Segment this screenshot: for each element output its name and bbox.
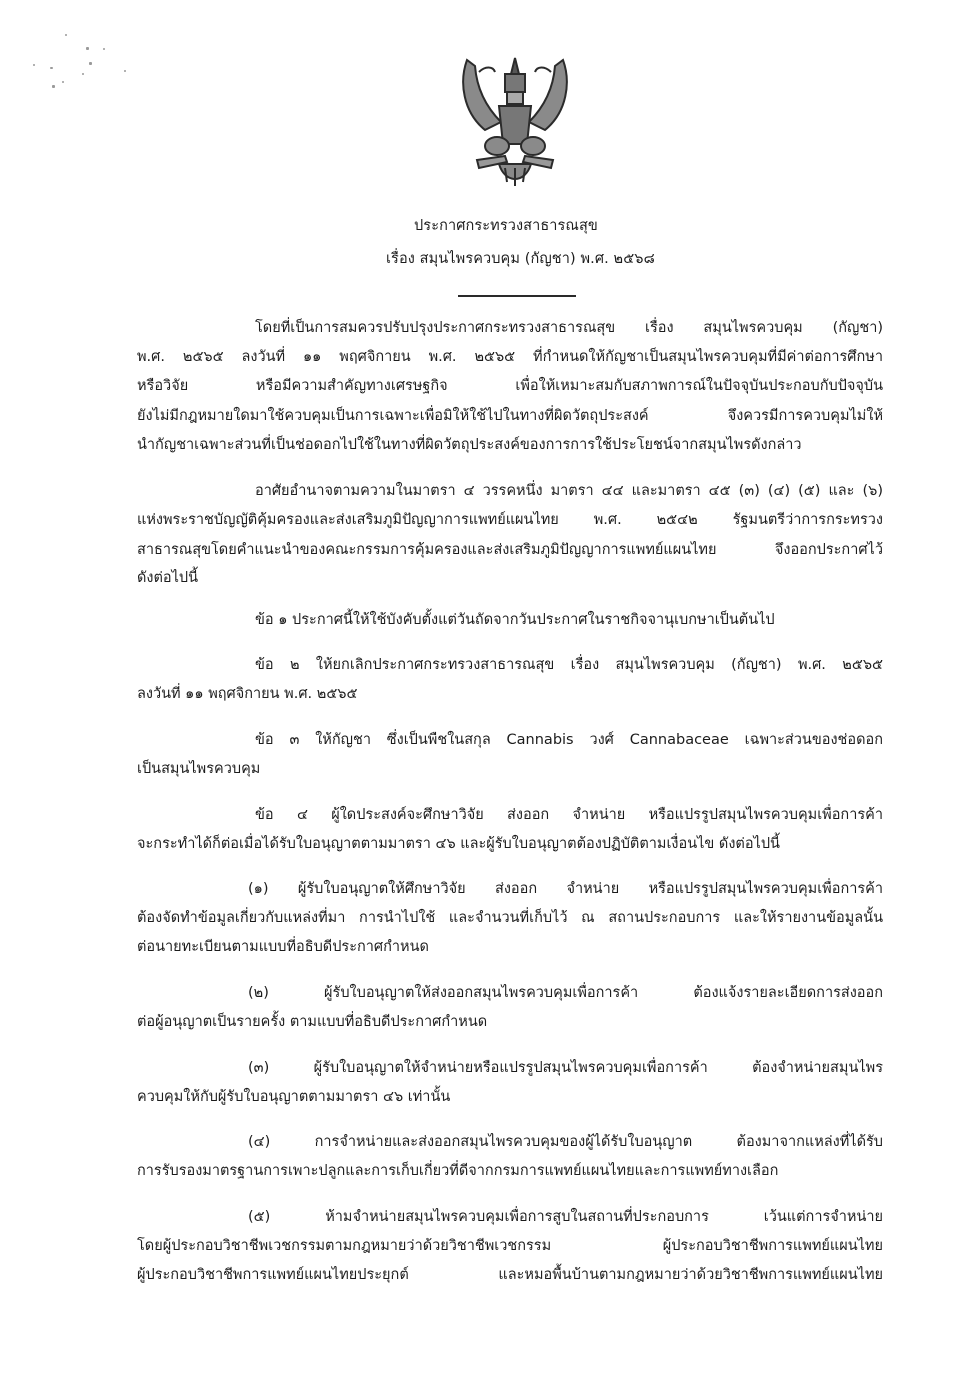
speck xyxy=(50,67,53,69)
text-line: จะกระทำได้ก็ต่อเมื่อได้รับใบอนุญาตตามมาตรา ๔๖ และผู้รับใบอนุญาตต้องปฏิบัติตามเงื่อนไข ดังต่อไปนี้ xyxy=(137,836,780,852)
speck xyxy=(65,34,67,36)
scan-noise xyxy=(0,20,140,100)
text-line: (๕) ห้ามจำหน่ายสมุนไพรควบคุมเพื่อการสูบในสถานที่ประกอบการ เว้นแต่การจำหน่าย xyxy=(248,1209,883,1225)
text-line: ต่อนายทะเบียนตามแบบที่อธิบดีประกาศกำหนด xyxy=(137,939,429,955)
text-line: อาศัยอำนาจตามความในมาตรา ๔ วรรคหนึ่ง มาตรา ๔๔ และมาตรา ๔๕ (๓) (๔) (๕) และ (๖) xyxy=(255,483,883,499)
text-line: สาธารณสุขโดยคำแนะนำของคณะกรรมการคุ้มครองและส่งเสริมภูมิปัญญาการแพทย์แผนไทย จึงออกประกาศไว้ xyxy=(137,542,883,558)
text-line: ข้อ ๑ ประกาศนี้ให้ใช้บังคับตั้งแต่วันถัดจากวันประกาศในราชกิจจานุเบกษาเป็นต้นไป xyxy=(255,612,775,628)
speck xyxy=(124,70,126,72)
text-line: ผู้ประกอบวิชาชีพการแพทย์แผนไทยประยุกต์ และหมอพื้นบ้านตามกฎหมายว่าด้วยวิชาชีพการแพทย์แผนไทย xyxy=(137,1267,883,1283)
text-line: นำกัญชาเฉพาะส่วนที่เป็นช่อดอกไปใช้ในทางที่ผิดวัตถุประสงค์ของการการใช้ประโยชน์จากสมุนไพรดังกล่าว xyxy=(137,437,802,453)
text-line: แห่งพระราชบัญญัติคุ้มครองและส่งเสริมภูมิปัญญาการแพทย์แผนไทย พ.ศ. ๒๕๔๒ รัฐมนตรีว่าการกระทรวง xyxy=(137,512,883,528)
document-subject: เรื่อง สมุนไพรควบคุม (กัญชา) พ.ศ. ๒๕๖๘ xyxy=(386,251,655,267)
text-line: หรือวิจัย หรือมีความสำคัญทางเศรษฐกิจ เพื่อให้เหมาะสมกับสภาพการณ์ในปัจจุบันประกอบกับปัจจุบัน xyxy=(137,378,883,394)
text-line: ลงวันที่ ๑๑ พฤศจิกายน พ.ศ. ๒๕๖๕ xyxy=(137,686,358,702)
text-line: ข้อ ๔ ผู้ใดประสงค์จะศึกษาวิจัย ส่งออก จำหน่าย หรือแปรรูปสมุนไพรควบคุมเพื่อการค้า xyxy=(255,807,883,823)
text-line: โดยที่เป็นการสมควรปรับปรุงประกาศกระทรวงสาธารณสุข เรื่อง สมุนไพรควบคุม (กัญชา) xyxy=(255,320,883,336)
text-line: ต้องจัดทำข้อมูลเกี่ยวกับแหล่งที่มา การนำไปใช้ และจำนวนที่เก็บไว้ ณ สถานประกอบการ และให้รายงานข้อมูลนั้น xyxy=(137,910,883,926)
garuda-emblem-icon xyxy=(455,52,575,192)
speck xyxy=(86,47,89,50)
text-line: (๔) การจำหน่ายและส่งออกสมุนไพรควบคุมของผู้ได้รับใบอนุญาต ต้องมาจากแหล่งที่ได้รับ xyxy=(248,1134,883,1150)
text-line: (๒) ผู้รับใบอนุญาตให้ส่งออกสมุนไพรควบคุมเพื่อการค้า ต้องแจ้งรายละเอียดการส่งออก xyxy=(248,985,883,1001)
speck xyxy=(89,62,92,65)
text-line: ยังไม่มีกฎหมายใดมาใช้ควบคุมเป็นการเฉพาะเพื่อมิให้ใช้ไปในทางที่ผิดวัตถุประสงค์ จึงควรมีการควบคุมไม่ให้ xyxy=(137,408,883,424)
text-line: ควบคุมให้กับผู้รับใบอนุญาตตามมาตรา ๔๖ เท่านั้น xyxy=(137,1089,451,1105)
text-line: (๓) ผู้รับใบอนุญาตให้จำหน่ายหรือแปรรูปสมุนไพรควบคุมเพื่อการค้า ต้องจำหน่ายสมุนไพร xyxy=(248,1060,883,1076)
text-line: (๑) ผู้รับใบอนุญาตให้ศึกษาวิจัย ส่งออก จำหน่าย หรือแปรรูปสมุนไพรควบคุมเพื่อการค้า xyxy=(248,881,883,897)
text-line: การรับรองมาตรฐานการเพาะปลูกและการเก็บเกี่ยวที่ดีจากกรมการแพทย์แผนไทยและการแพทย์ทางเลือก xyxy=(137,1163,779,1179)
text-line: ข้อ ๓ ให้กัญชา ซึ่งเป็นพืชในสกุล Cannabis วงศ์ Cannabaceae เฉพาะส่วนของช่อดอก xyxy=(255,732,883,748)
document-title: ประกาศกระทรวงสาธารณสุข xyxy=(414,218,598,234)
text-line: ต่อผู้อนุญาตเป็นรายครั้ง ตามแบบที่อธิบดีประกาศกำหนด xyxy=(137,1014,488,1030)
speck xyxy=(62,81,64,83)
text-line: พ.ศ. ๒๕๖๕ ลงวันที่ ๑๑ พฤศจิกายน พ.ศ. ๒๕๖๕ ที่กำหนดให้กัญชาเป็นสมุนไพรควบคุมที่มีค่าต่อการศึกษา xyxy=(137,349,883,365)
title-divider xyxy=(458,295,576,297)
speck xyxy=(103,48,105,50)
speck xyxy=(82,73,84,75)
speck xyxy=(52,85,55,88)
text-line: เป็นสมุนไพรควบคุม xyxy=(137,761,261,777)
text-line: ดังต่อไปนี้ xyxy=(137,570,199,586)
speck xyxy=(33,64,35,66)
text-line: ข้อ ๒ ให้ยกเลิกประกาศกระทรวงสาธารณสุข เรื่อง สมุนไพรควบคุม (กัญชา) พ.ศ. ๒๕๖๕ xyxy=(255,657,883,673)
text-line: โดยผู้ประกอบวิชาชีพเวชกรรมตามกฎหมายว่าด้วยวิชาชีพเวชกรรม ผู้ประกอบวิชาชีพการแพทย์แผนไทย xyxy=(137,1238,883,1254)
